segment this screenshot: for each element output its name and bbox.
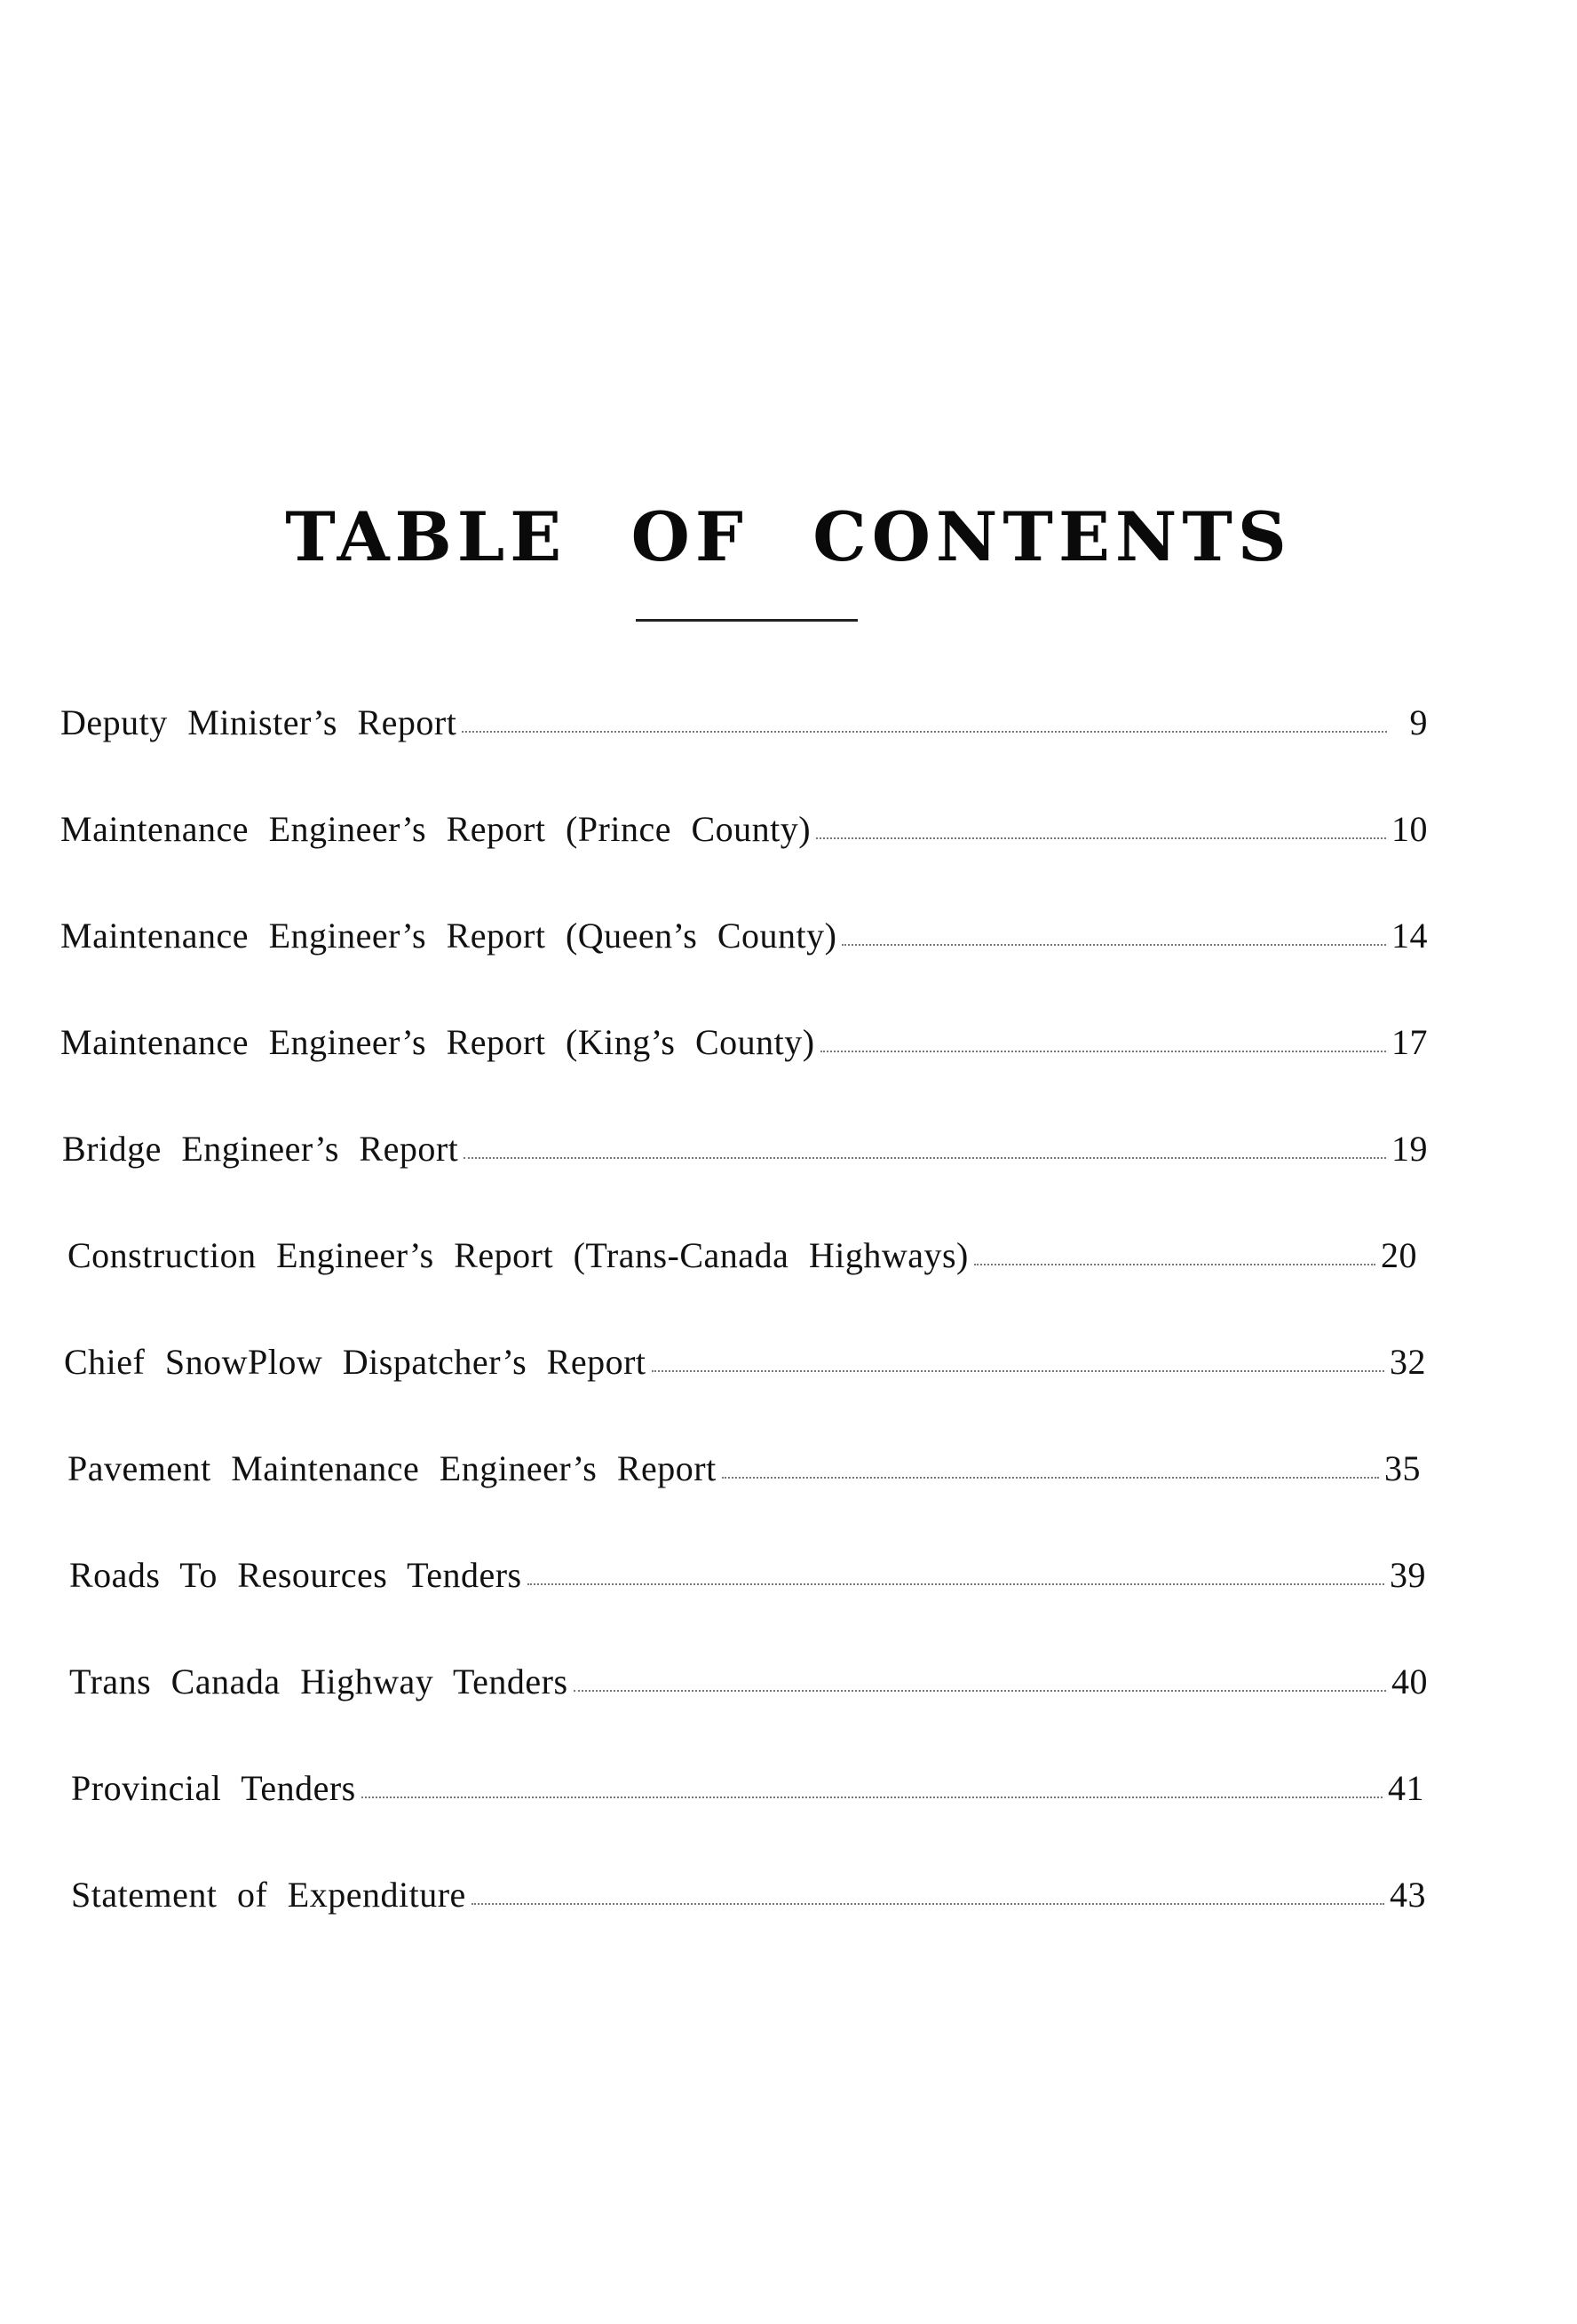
- dot-leader: [722, 1477, 1379, 1479]
- toc-entry-page: 17: [1391, 1022, 1428, 1062]
- toc-entry-page: 10: [1391, 809, 1428, 849]
- toc-entry-page: 20: [1381, 1235, 1417, 1275]
- toc-entry-label: Bridge Engineer’s Report: [62, 1129, 459, 1169]
- dot-leader: [472, 1903, 1384, 1905]
- toc-entry-label: Roads To Resources Tenders: [69, 1555, 522, 1595]
- dot-leader: [842, 944, 1386, 946]
- toc-entry: [69, 1655, 1428, 1709]
- toc-entry-page: 43: [1390, 1875, 1426, 1915]
- toc-entry-label: Maintenance Engineer’s Report (King’s County): [60, 1022, 815, 1062]
- toc-entry-label: Construction Engineer’s Report (Trans-Canada Highways): [67, 1235, 969, 1275]
- toc-entry: [60, 1016, 1428, 1069]
- toc-entry-label: Chief SnowPlow Dispatcher’s Report: [64, 1342, 646, 1382]
- dot-leader: [462, 731, 1387, 733]
- dot-leader: [527, 1583, 1384, 1585]
- dot-leader: [652, 1370, 1384, 1372]
- toc-entry-page: 39: [1390, 1555, 1426, 1595]
- toc-entry-label: Deputy Minister’s Report: [60, 702, 457, 742]
- toc-entry-page: 32: [1390, 1342, 1426, 1382]
- dot-leader: [574, 1690, 1386, 1692]
- toc-entry: [69, 1549, 1426, 1602]
- toc-entry-page: 9: [1409, 702, 1428, 742]
- toc-entry-page: 41: [1388, 1768, 1424, 1808]
- dot-leader: [361, 1797, 1383, 1798]
- page-title: TABLE OF CONTENTS: [285, 497, 1292, 576]
- dot-leader: [816, 837, 1386, 839]
- toc-entry: [60, 803, 1428, 856]
- toc-entry-page: 14: [1391, 916, 1428, 956]
- toc-entry-page: 40: [1391, 1662, 1428, 1701]
- toc-entry: [71, 1762, 1424, 1815]
- toc-entry-label: Pavement Maintenance Engineer’s Report: [67, 1448, 717, 1488]
- toc-entry: [67, 1442, 1421, 1495]
- toc-entry: [62, 1122, 1428, 1176]
- toc-entry: [67, 1229, 1417, 1282]
- toc-entry-label: Trans Canada Highway Tenders: [69, 1662, 568, 1701]
- dot-leader: [464, 1157, 1386, 1159]
- toc-entry-page: 35: [1384, 1448, 1421, 1488]
- toc-entry: [71, 1868, 1426, 1922]
- toc-entry: [64, 1336, 1426, 1389]
- toc-entry-label: Maintenance Engineer’s Report (Prince County): [60, 809, 812, 849]
- toc-entry-label: Provincial Tenders: [71, 1768, 356, 1808]
- toc-entry-page: 19: [1391, 1129, 1428, 1169]
- dot-leader: [820, 1051, 1386, 1052]
- toc-entry: [60, 909, 1428, 963]
- dot-leader: [974, 1264, 1375, 1265]
- toc-entry: [60, 696, 1428, 750]
- toc-entry-label: Statement of Expenditure: [71, 1875, 466, 1915]
- toc-entry-label: Maintenance Engineer’s Report (Queen’s County): [60, 916, 837, 956]
